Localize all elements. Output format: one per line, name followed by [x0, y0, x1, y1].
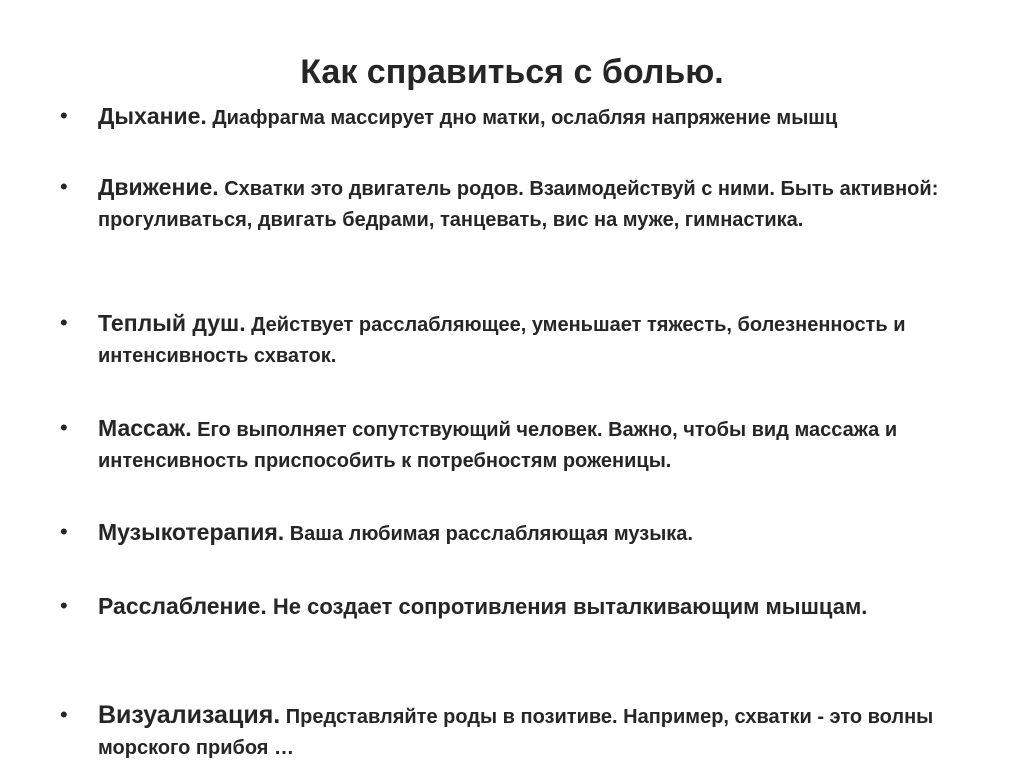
list-item-text: [98, 591, 958, 622]
list-item-text: [98, 413, 958, 477]
bullet-dot: •: [60, 519, 68, 544]
bullet-dot: •: [60, 593, 68, 618]
list-item-description: Схватки это двигатель родов. Взаимодействуй с ними. Быть активной: прогуливаться, двигать бедрами, танцевать, вис на муже, гимнастика.: [98, 178, 939, 231]
list-item-term: Музыкотерапия.: [98, 519, 285, 545]
list-item-term: Движение.: [98, 174, 219, 200]
list-item-text: [98, 308, 958, 372]
bullet-dot: •: [60, 103, 68, 128]
list-item-description: Представляйте роды в позитиве. Например, схватки - это волны морского прибоя …: [98, 706, 934, 759]
slide-title: Как справиться с болью.: [300, 53, 724, 91]
list-item-text: [98, 172, 958, 236]
list-item-term: Дыхание.: [98, 103, 207, 129]
list-item-description: Диафрагма массирует дно матки, ослабляя напряжение мышц: [206, 107, 838, 129]
list-item-term: Визуализация.: [98, 701, 281, 729]
list-item-description: Не создает сопротивления выталкивающим мышцам.: [266, 594, 868, 619]
list-item-description: Действует расслабляющее, уменьшает тяжесть, болезненность и интенсивность схваток.: [98, 314, 906, 367]
bullet-dot: •: [60, 702, 68, 727]
list-item-term: Массаж.: [98, 415, 192, 441]
list-item-text: [98, 101, 958, 134]
list-item-term: Расслабление.: [98, 593, 267, 619]
bullet-dot: •: [60, 415, 68, 440]
list-item-description: Ваша любимая расслабляющая музыка.: [284, 523, 693, 545]
bullet-dot: •: [60, 174, 68, 199]
list-item-term: Теплый душ.: [98, 310, 246, 336]
bullet-dot: •: [60, 310, 68, 335]
list-item-text: [98, 517, 958, 550]
list-item-text: [98, 700, 958, 764]
list-item-description: Его выполняет сопутствующий человек. Важно, чтобы вид массажа и интенсивность приспособить к потребностям роженицы.: [98, 419, 898, 472]
